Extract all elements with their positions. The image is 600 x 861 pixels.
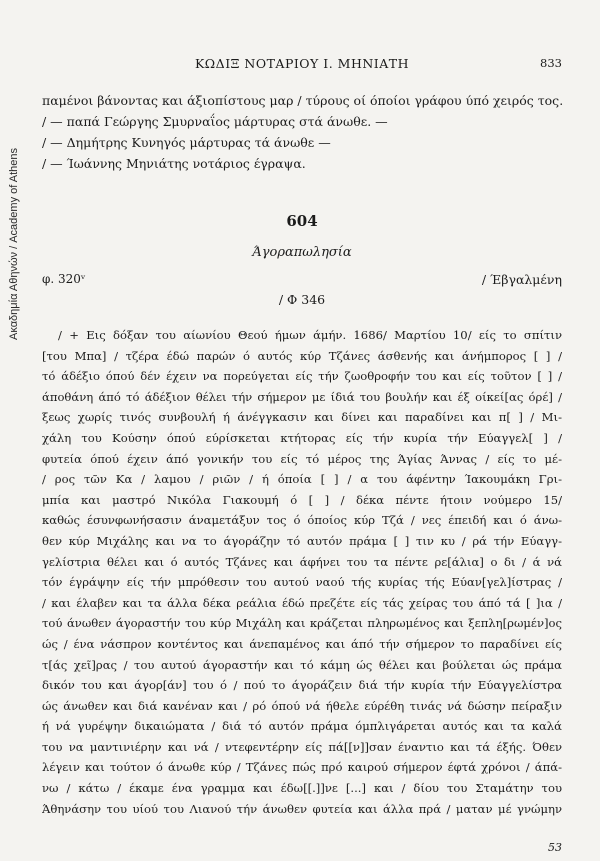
document-number: 604 [286, 212, 318, 230]
running-head: ΚΩΔΙΞ ΝΟΤΑΡΙΟΥ Ι. ΜΗΝΙΑΤΗ [194, 56, 410, 71]
body-line: φυτεία όπού έχειν άπό γονικήν του είς τό μέρος της Άγίας Άννας / είς το μέ- [42, 451, 562, 466]
body-line: μπία και μαστρό Νικόλα Γιακουμή ό [ ] / δέκα πέντε ήτοιν νούμερο 15/ [42, 492, 562, 507]
archive-watermark: Ακαδημία Αθηνών / Academy of Athens [8, 147, 20, 340]
page-header [42, 56, 562, 72]
body-line: / και έλαβεν και τα άλλα δέκα ρεάλια έδώ πρεζέτε είς τάς χείρας του άπό τά [ ]ια / [42, 595, 562, 610]
signature-number: 53 [548, 841, 562, 854]
body-line: του να μαντινιέρην και νά / ντεφεντέρην είς πά[[ν]]σαν έναντιο και τά έξής. Όθεν [42, 739, 562, 754]
body-line: τόν έγράψην είς τήν μπρόθεσιν του αυτού ναού τής κυρίας τής Εύαν[γελ]ίστρας / [42, 575, 562, 590]
text-line: / — παπά Γεώργης Σμυρναΐος μάρτυρας στά άνωθε. — [42, 114, 388, 129]
body-line: τό άδέξιο όπού δέν έχειν να πορεύγεται είς τήν ζωοθροφήν του και είς τοῦτον [ ] / [42, 369, 562, 384]
body-line: θεν κύρ Μιχάλης και να το άγοράζην τό αυτόν πράμα [ ] τιν κυ / ρά τήν Εύαγγ- [42, 533, 562, 548]
page-number: 833 [540, 56, 562, 70]
body-line: λέγειν και τούτον ό άνωθε κύρ / Τζάνες πώς πρό καιρού σήμερον έφτά χρόνοι / άπά- [42, 760, 562, 775]
body-line: Άθηνάσην του υίού του Λιανού τήν άνωθεν φυτεία και άλλα πρά / ματαν μέ γνώμην [42, 801, 562, 816]
body-line: [του Μπα] / τζέρα έδώ παρών ό αυτός κύρ Τζάνες άσθενής και άνήμπορος [ ] / [42, 348, 562, 363]
body-line: δικόν του και άγορ[άν] του ό / πού το άγοράζειν διά τήν κυρία τήν Εύαγγελίστρα [42, 678, 562, 693]
body-line: / ρος τῶν Κα / λαμου / ριῶν / ή όποία [ ] / α του άφέντην Ίακουμάκη Γρι- [42, 472, 562, 487]
body-line: ώς / ένα νάσπρον κοντέντος και άνεπαμένος και άπό τήν σήμερον το παραδίνει είς [42, 636, 562, 651]
document-body [42, 325, 562, 819]
top-lines [42, 90, 562, 174]
shelf-mark: / Φ 346 [278, 292, 326, 307]
body-line: γελίστρια θέλει και ό αυτός Τζάνες και άφήνει του τα πέντε ρε[άλια] ο δι / ά νά [42, 554, 562, 569]
document-page [42, 0, 562, 861]
body-line: ώς άνωθεν και διά κανέναν και / ρό όπού νά ήθελε εύρέθη τινάς νά δώσην πείραξιν [42, 698, 562, 713]
document-title: Άγοραπωλησία [252, 245, 352, 260]
body-line: ή νά γυρέψην δικαιώματα / διά τό αυτόν πράμα όμπλιγάρεται αυτός και τα καλά [42, 719, 562, 734]
folio-reference: φ. 320ᵛ [42, 272, 86, 286]
body-line: άποθάνη άπό τό άδέξιον θέλει τήν σήμερον με ίδιά του βουλήν και έξ οίκεί[ας όρέ] / [42, 389, 562, 404]
folio-note: / Έβγαλμένη [481, 272, 562, 287]
body-line: ξεως χωρίς τινός συνβουλή ή άνέγγκασιν και δίνει και παραδίνει και π[ ] / Μι- [42, 410, 562, 425]
text-line: / — Δημήτρης Κυνηγός μάρτυρας τά άνωθε — [42, 135, 331, 150]
text-line: / — Ίωάννης Μηνιάτης νοτάριος έγραψα. [42, 156, 306, 171]
body-line: χάλη του Κούσην όπού εύρίσκεται κτήτορας είς τήν κυρία τήν Εύαγγελ[ ] / [42, 430, 562, 445]
body-line: τ[άς χεῖ]ρας / του αυτού άγοραστήν και τό κάμη ώς θέλει και βούλεται ώς πράμα [42, 657, 562, 672]
body-line: νω / κάτω / έκαμε ένα γραμμα και έδω[[.]]νε [...] και / δίου του Σταμάτην του [42, 781, 562, 796]
text-line: παμένοι βάνοντας και άξιοπίστους μαρ / τύρους οί όποίοι γράφου ύπό χειρός τος. [42, 93, 564, 108]
body-line: καθώς έσυνφωνήσασιν άναμετάξυν τος ό όποίος κύρ Τζά / νες έπειδή και ό άνω- [42, 513, 562, 528]
body-line: / + Εις δόξαν του αίωνίου Θεού ήμων άμήν. 1686/ Μαρτίου 10/ είς το σπίτιν [58, 328, 562, 342]
body-line: τού άνωθεν άγοραστήν του κύρ Μιχάλη και κράζεται πληρωμένος και ξεπλη[ρωμέν]ος [42, 616, 562, 631]
